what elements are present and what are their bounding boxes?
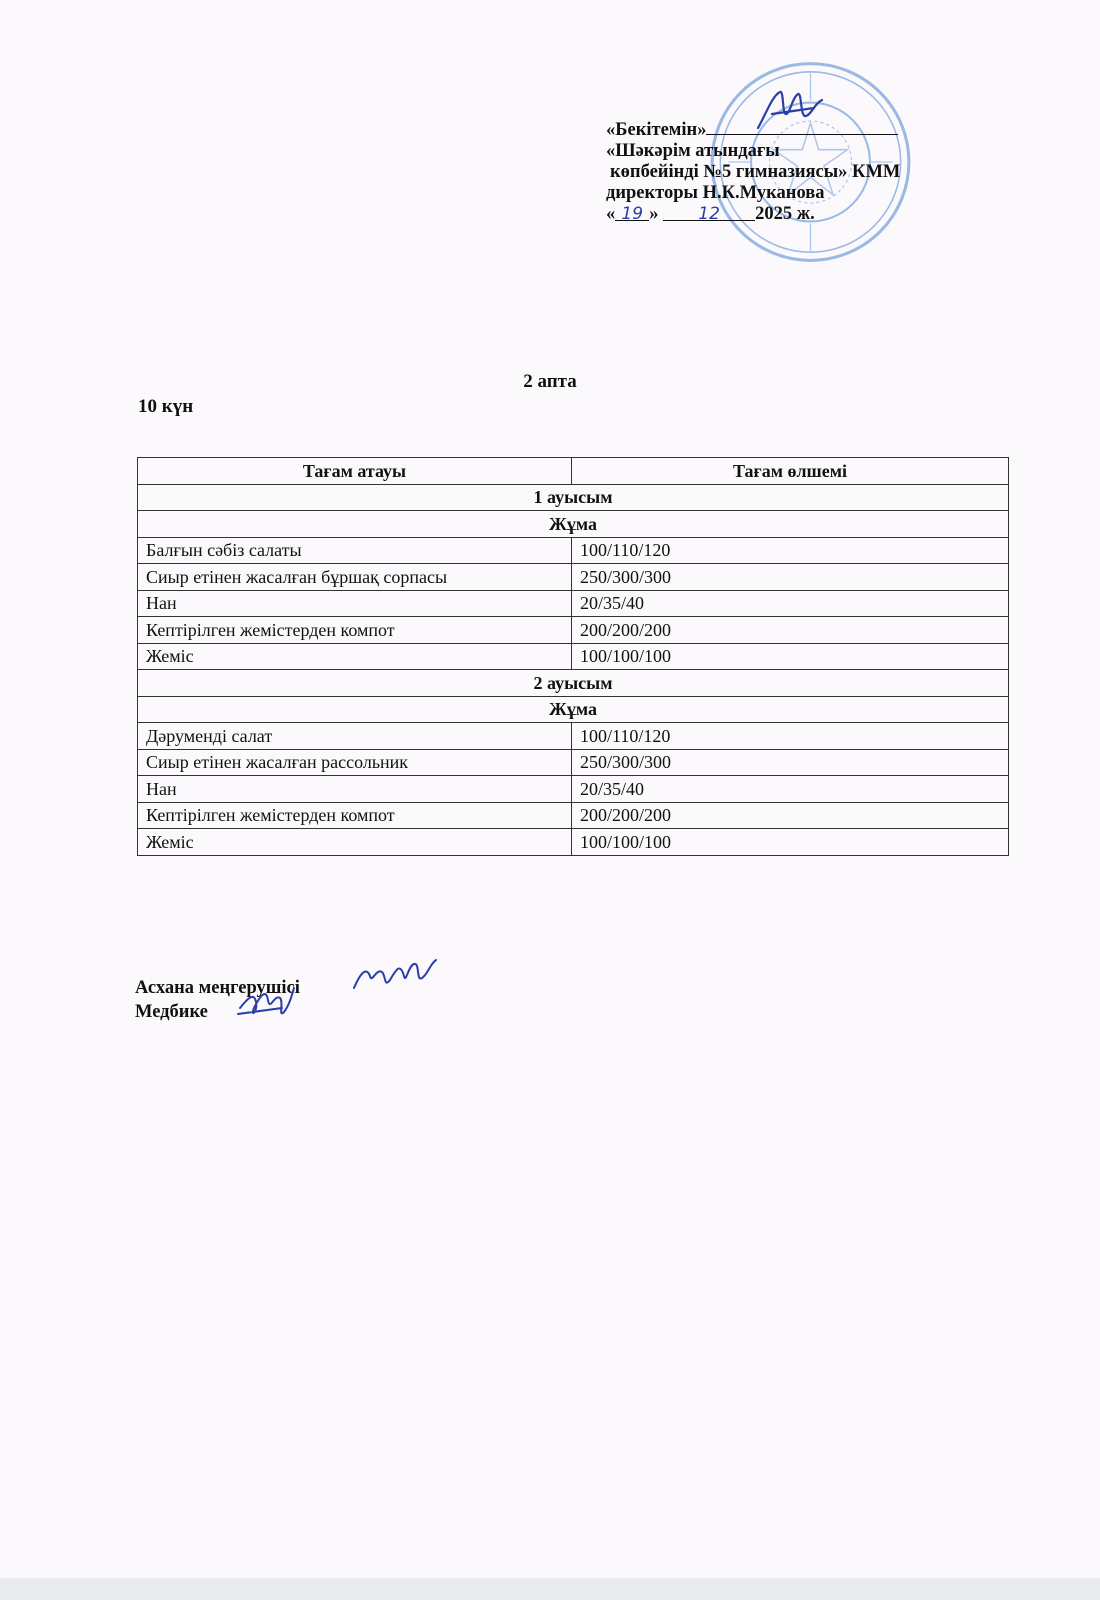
director-line: директоры Н.К.Муканова <box>606 183 825 203</box>
canteen-head-signature-icon <box>350 954 442 998</box>
table-row <box>138 590 1009 617</box>
dish-portion: 20/35/40 <box>572 776 1009 803</box>
dish-name: Балғын сәбіз салаты <box>138 537 572 564</box>
dish-portion: 250/300/300 <box>572 749 1009 776</box>
table-row <box>138 617 1009 644</box>
shift-row <box>138 484 1009 511</box>
dish-name: Жеміс <box>138 829 572 856</box>
day-row <box>138 511 1009 538</box>
approved-label: «Бекітемін» <box>606 120 707 140</box>
menu-table <box>137 457 1009 856</box>
day-row <box>138 696 1009 723</box>
date-month-blank <box>663 204 755 224</box>
date-year: 2025 ж. <box>755 204 815 224</box>
date-close-quote: » <box>649 204 659 224</box>
org-line-2: көпбейінді №5 гимназиясы» КММ <box>610 162 901 182</box>
column-header-dish: Тағам атауы <box>138 458 572 485</box>
dish-name: Сиыр етінен жасалған бұршақ сорпасы <box>138 564 572 591</box>
table-row <box>138 776 1009 803</box>
shift-label: 2 ауысым <box>138 670 1009 697</box>
column-header-portion: Тағам өлшемі <box>572 458 1009 485</box>
dish-portion: 20/35/40 <box>572 590 1009 617</box>
table-row <box>138 643 1009 670</box>
dish-name: Кептірілген жемістерден компот <box>138 617 572 644</box>
table-row <box>138 537 1009 564</box>
scan-bottom-edge <box>0 1578 1100 1600</box>
dish-name: Жеміс <box>138 643 572 670</box>
week-title: 2 апта <box>523 371 577 392</box>
date-open-quote: « <box>606 204 616 224</box>
dish-portion: 100/110/120 <box>572 723 1009 750</box>
weekday-label: Жұма <box>138 696 1009 723</box>
director-signature-icon <box>752 84 832 136</box>
org-line-1: «Шәкәрім атындағы <box>606 141 780 161</box>
dish-portion: 200/200/200 <box>572 802 1009 829</box>
dish-portion: 100/110/120 <box>572 537 1009 564</box>
dish-portion: 200/200/200 <box>572 617 1009 644</box>
date-month-handwritten: 12 <box>698 204 720 224</box>
table-header-row <box>138 458 1009 485</box>
shift-label: 1 ауысым <box>138 484 1009 511</box>
dish-name: Сиыр етінен жасалған рассольник <box>138 749 572 776</box>
nurse-label: Медбике <box>135 1002 208 1022</box>
dish-portion: 100/100/100 <box>572 643 1009 670</box>
table-row <box>138 802 1009 829</box>
dish-name: Кептірілген жемістерден компот <box>138 802 572 829</box>
weekday-label: Жұма <box>138 511 1009 538</box>
table-row <box>138 723 1009 750</box>
table-row <box>138 749 1009 776</box>
table-row <box>138 829 1009 856</box>
date-day-handwritten: 19 <box>621 204 644 224</box>
dish-portion: 100/100/100 <box>572 829 1009 856</box>
canteen-head-label: Асхана меңгерушісі <box>135 978 300 998</box>
shift-row <box>138 670 1009 697</box>
dish-name: Нан <box>138 590 572 617</box>
dish-name: Дәруменді салат <box>138 723 572 750</box>
date-day-blank <box>615 204 649 224</box>
dish-portion: 250/300/300 <box>572 564 1009 591</box>
table-row <box>138 564 1009 591</box>
day-title: 10 күн <box>138 396 194 417</box>
dish-name: Нан <box>138 776 572 803</box>
nurse-signature-icon <box>234 978 298 1026</box>
approval-date <box>606 204 986 225</box>
